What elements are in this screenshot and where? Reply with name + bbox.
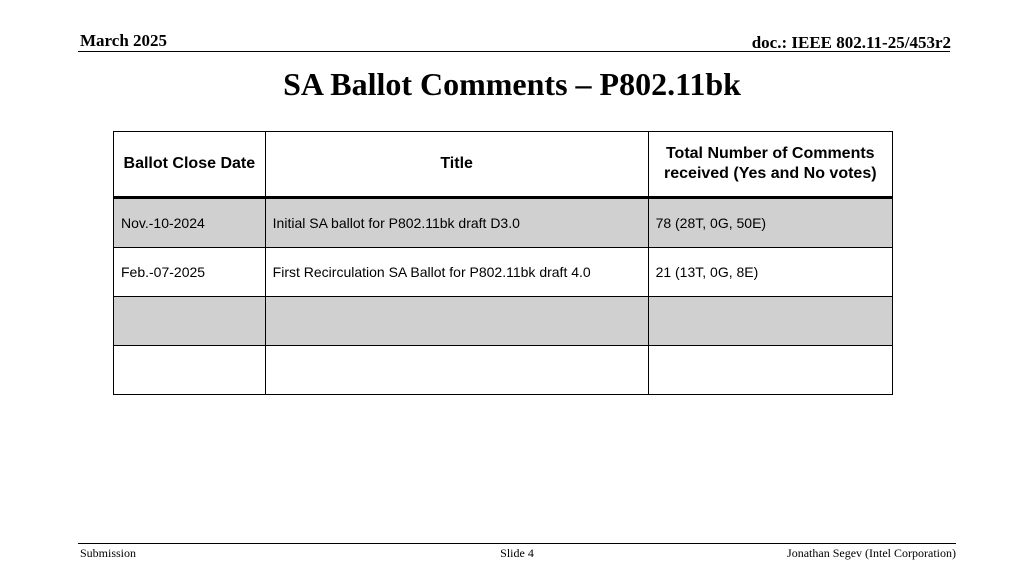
header-title: Title (265, 132, 648, 198)
footer-divider (78, 543, 956, 544)
table-row (114, 248, 893, 297)
table-row (114, 297, 893, 346)
header-comments: Total Number of Comments received (Yes and No votes) (648, 132, 892, 198)
cell-title: Initial SA ballot for P802.11bk draft D3.0 (265, 198, 648, 248)
header-divider (78, 51, 950, 52)
footer-author: Jonathan Segev (Intel Corporation) (787, 546, 956, 560)
ballot-comments-table (113, 131, 893, 395)
footer-submission: Submission (80, 546, 137, 560)
cell-title (265, 297, 648, 346)
cell-comments: 78 (28T, 0G, 50E) (648, 198, 892, 248)
cell-comments: 21 (13T, 0G, 8E) (648, 248, 892, 297)
cell-comments (648, 346, 892, 395)
slide-title: SA Ballot Comments – P802.11bk (283, 66, 741, 102)
cell-title: First Recirculation SA Ballot for P802.11bk draft 4.0 (265, 248, 648, 297)
cell-comments (648, 297, 892, 346)
cell-title (265, 346, 648, 395)
table-row (114, 346, 893, 395)
cell-date: Nov.-10-2024 (114, 198, 266, 248)
header-doc-id: doc.: IEEE 802.11-25/453r2 (751, 33, 951, 52)
cell-date: Feb.-07-2025 (114, 248, 266, 297)
table-header-row (114, 132, 893, 198)
table-row (114, 198, 893, 248)
cell-date (114, 297, 266, 346)
cell-date (114, 346, 266, 395)
header-date: March 2025 (80, 31, 168, 50)
footer-slide-number: Slide 4 (500, 546, 534, 560)
header-close-date: Ballot Close Date (114, 132, 266, 198)
